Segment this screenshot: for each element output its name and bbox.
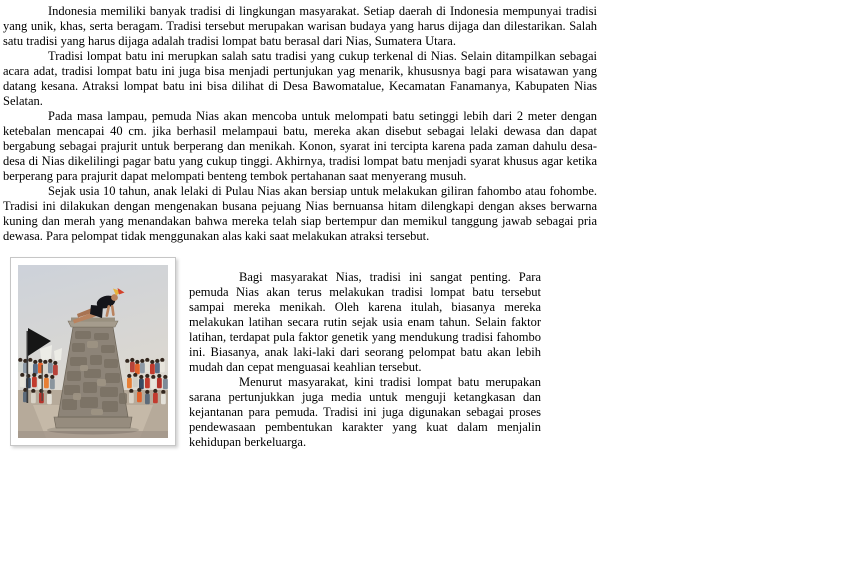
paragraph-tradisi-penting: Bagi masyarakat Nias, tradisi ini sangat penting. Para pemuda Nias akan terus melakukan tradisi lompat batu tersebut sampai mereka menikah. Oleh karena itulah, biasanya mereka melakukan latihan secara rutin sejak usia enam tahun. Selain faktor latihan, terdapat pula faktor genetik yang mendukung tradisi fahombo ini. Biasanya, anak laki-laki dari seorang pelompat batu akan lebih mudah dan cepat menguasai keahlian tersebut. [189,270,541,374]
paragraph-intro: Indonesia memiliki banyak tradisi di lingkungan masyarakat. Setiap daerah di Indonesia mempunyai tradisi yang unik, khas, serta beragam. Tradisi tersebut merupakan warisan budaya yang harus dijaga dan dilestarikan. Salah satu tradisi yang harus dijaga adalah tradisi lompat batu berasal dari Nias, Sumatera Utara. [3,4,597,48]
photo-text-row [3,257,597,450]
paragraph-usia-10-tahun: Sejak usia 10 tahun, anak lelaki di Pulau Nias akan bersiap untuk melakukan giliran fahombo atau fohombe. Tradisi ini dilakukan dengan mengenakan busana pejuang Nias bernuansa hitam dilengkapi dengan akses berwarna kuning dan merah yang menandakan bahwa mereka telah siap bertempur dan memikul tanggung jawab sebagai pria dewasa. Para pelompat tidak menggunakan alas kaki saat melakukan atraksi tersebut. [3,184,597,243]
stone-jump-photo-illustration [18,265,168,438]
paragraph-menurut-masyarakat: Menurut masyarakat, kini tradisi lompat batu merupakan sarana pertunjukkan juga media untuk menguji ketangkasan dan kejantanan para pemuda. Tradisi ini juga digunakan sebagai proses pendewasaan pembentukan karakter yang kuat dalam menjalin kehidupan berkeluarga. [189,375,541,449]
wrapped-text-column [189,257,541,450]
crowd-right [125,358,168,404]
paragraph-tradisi-terkenal: Tradisi lompat batu ini merupkan salah satu tradisi yang cukup terkenal di Nias. Selain ditampilkan sebagai acara adat, tradisi lompat batu ini juga bisa menjadi pertunjukan yag menarik, khususnya bagi para wisatawan yang datang kesana. Atraksi lompat batu ini bisa dilihat di Desa Bawomatalue, Kecamatan Fanamanya, Kabupaten Nias Selatan. [3,49,597,108]
stone-jump-photo [10,257,176,446]
paragraph-masa-lampau: Pada masa lampau, pemuda Nias akan mencoba untuk melompati batu setinggi lebih dari 2 meter dengan ketebalan mencapai 40 cm. jika berhasil melampaui batu, mereka akan disebut sebagai lelaki dewasa dan dapat bergabung sebagai prajurit untuk berperang dan menikah. Konon, syarat ini tercipta karena pada zaman dahulu desa-desa di Nias dikelilingi pagar batu yang cukup tinggi. Akhirnya, tradisi lompat batu menjadi syarat khusus agar ketika berperang para prajurit dapat melompati benteng tembok pertahanan saat menyerang musuh. [3,109,597,183]
